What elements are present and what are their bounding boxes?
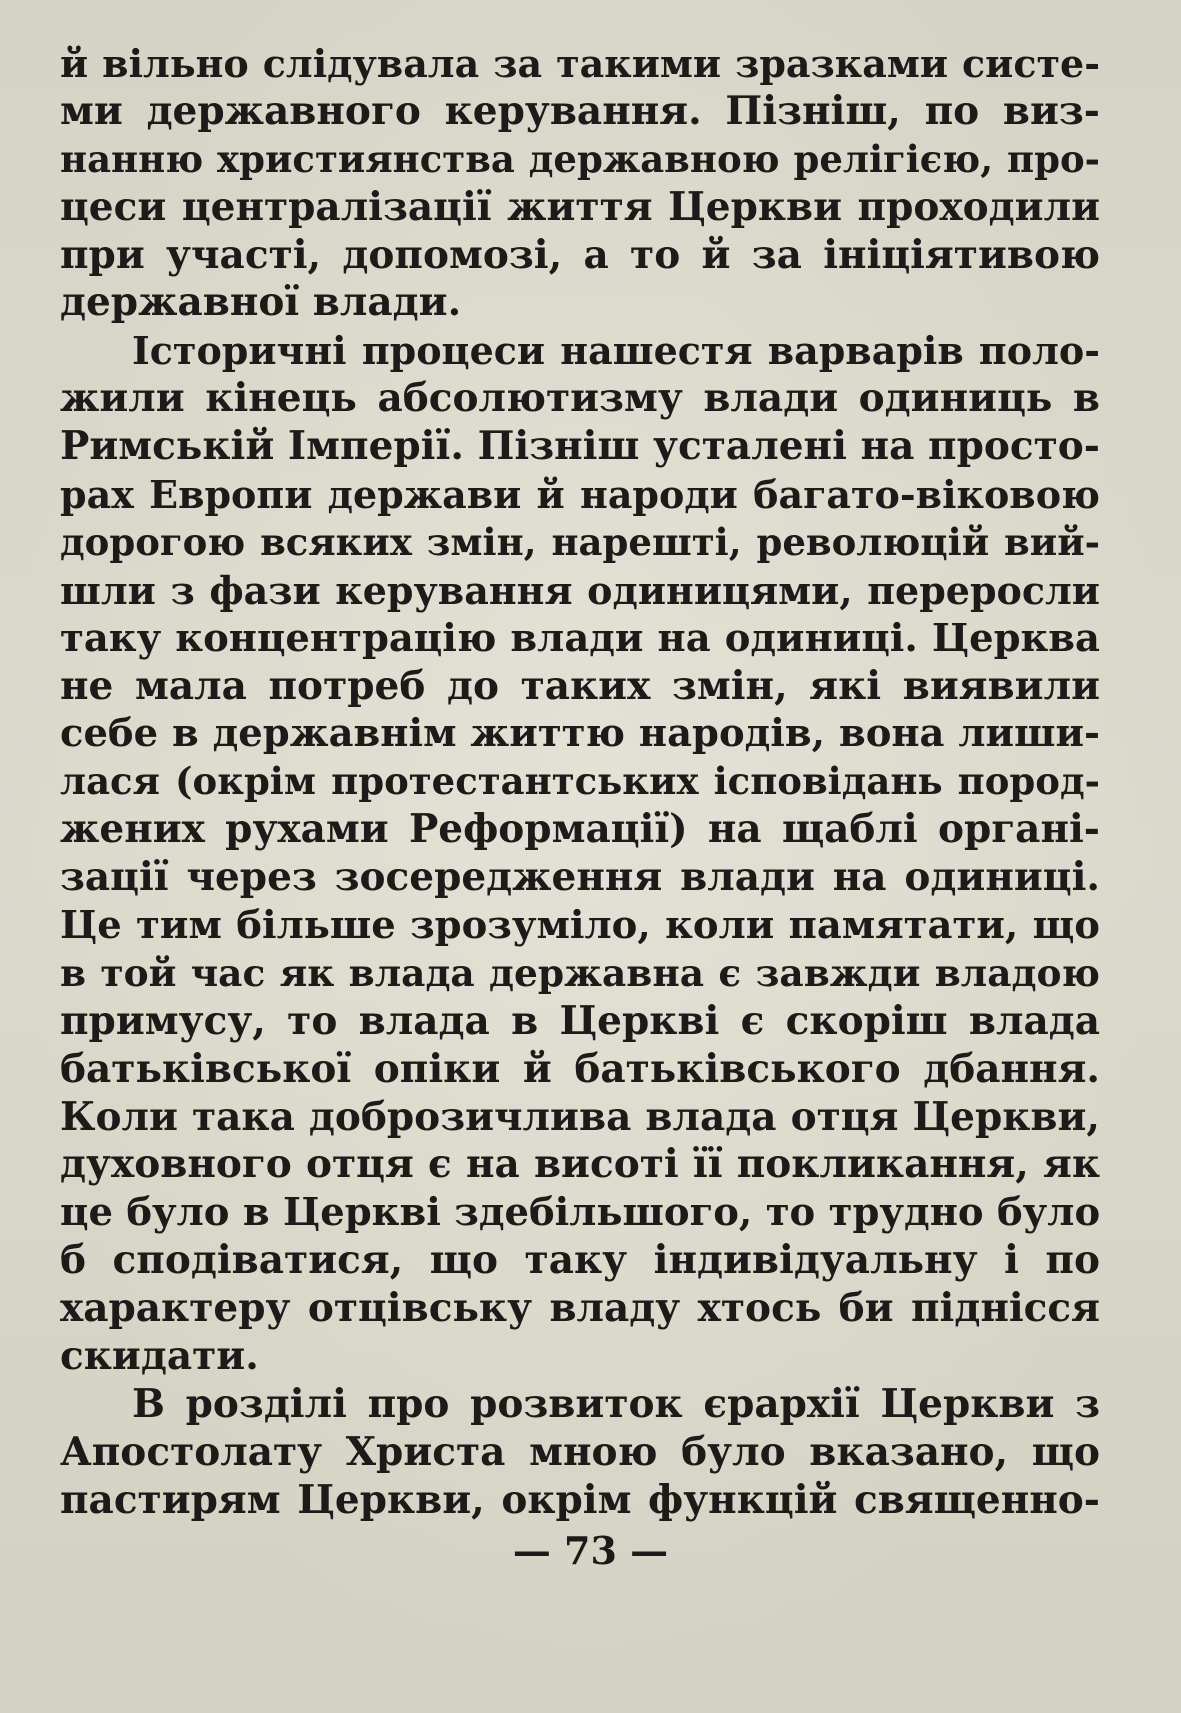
text-line: в той час як влада державна є завжди владою (60, 950, 1100, 995)
text-line: шли з фази керування одиницями, переросли (60, 567, 1100, 613)
text-line: рах Европи держави й народи багато-віковою (60, 472, 1100, 518)
text-line: це було в Церкві здебільшого, то трудно було (60, 1190, 1100, 1236)
text-line: Римській Імперії. Пізніш усталені на просто- (60, 423, 1100, 470)
text-line: державної влади. (60, 279, 462, 326)
text-line: Апостолату Христа мною було вказано, що (60, 1428, 1100, 1475)
body-text (60, 40, 1100, 1525)
text-line: цеси централізації життя Церкви проходили (60, 183, 1100, 230)
text-line: себе в державнім життю народів, вона лиши- (60, 711, 1100, 757)
text-line: зації через зосередження влади на одиниці. (60, 854, 1100, 901)
text-line: ми державного керування. Пізніш, по виз- (60, 87, 1100, 134)
text-line: й вільно слідувала за такими зразками систе- (60, 41, 1100, 86)
text-line: примусу, то влада в Церкві є скоріш влада (60, 997, 1100, 1044)
text-line: батьківської опіки й батьківського дбання. (60, 1045, 1100, 1092)
text-line: скидати. (60, 1333, 259, 1380)
text-line: нанню християнства державною релігією, про- (60, 136, 1100, 181)
paragraph-start-line: В розділі про розвиток єрархії Церкви з (132, 1380, 1100, 1427)
text-line: жених рухами Реформації) на щаблі органі- (60, 806, 1100, 853)
text-line: пастирям Церкви, окрім функцій священно- (60, 1476, 1100, 1523)
text-line: дорогою всяких змін, нарешті, революцій вий- (60, 519, 1100, 564)
text-line: жили кінець абсолютизму влади одиниць в (60, 375, 1100, 422)
text-line: таку концентрацію влади на одиниці. Церква (60, 615, 1100, 661)
text-line: лася (окрім протестантських ісповідань пород- (60, 759, 1100, 804)
paragraph-start-line: Історичні процеси нашестя варварів поло- (132, 328, 1100, 374)
text-line: при участі, допомозі, а то й за ініціятивою (60, 231, 1100, 278)
text-line: не мала потреб до таких змін, які виявили (60, 662, 1100, 709)
text-line: Це тим більше зрозуміло, коли памятати, що (60, 903, 1100, 949)
text-line: духовного отця є на висоті її покликання, як (60, 1141, 1100, 1188)
text-line: характеру отцівську владу хтось би піднісся (60, 1285, 1100, 1332)
page-number: — 73 — (512, 1528, 669, 1573)
text-line: Коли така доброзичлива влада отця Церкви, (60, 1093, 1100, 1140)
text-line: б сподіватися, що таку індивідуальну і по (60, 1237, 1100, 1284)
